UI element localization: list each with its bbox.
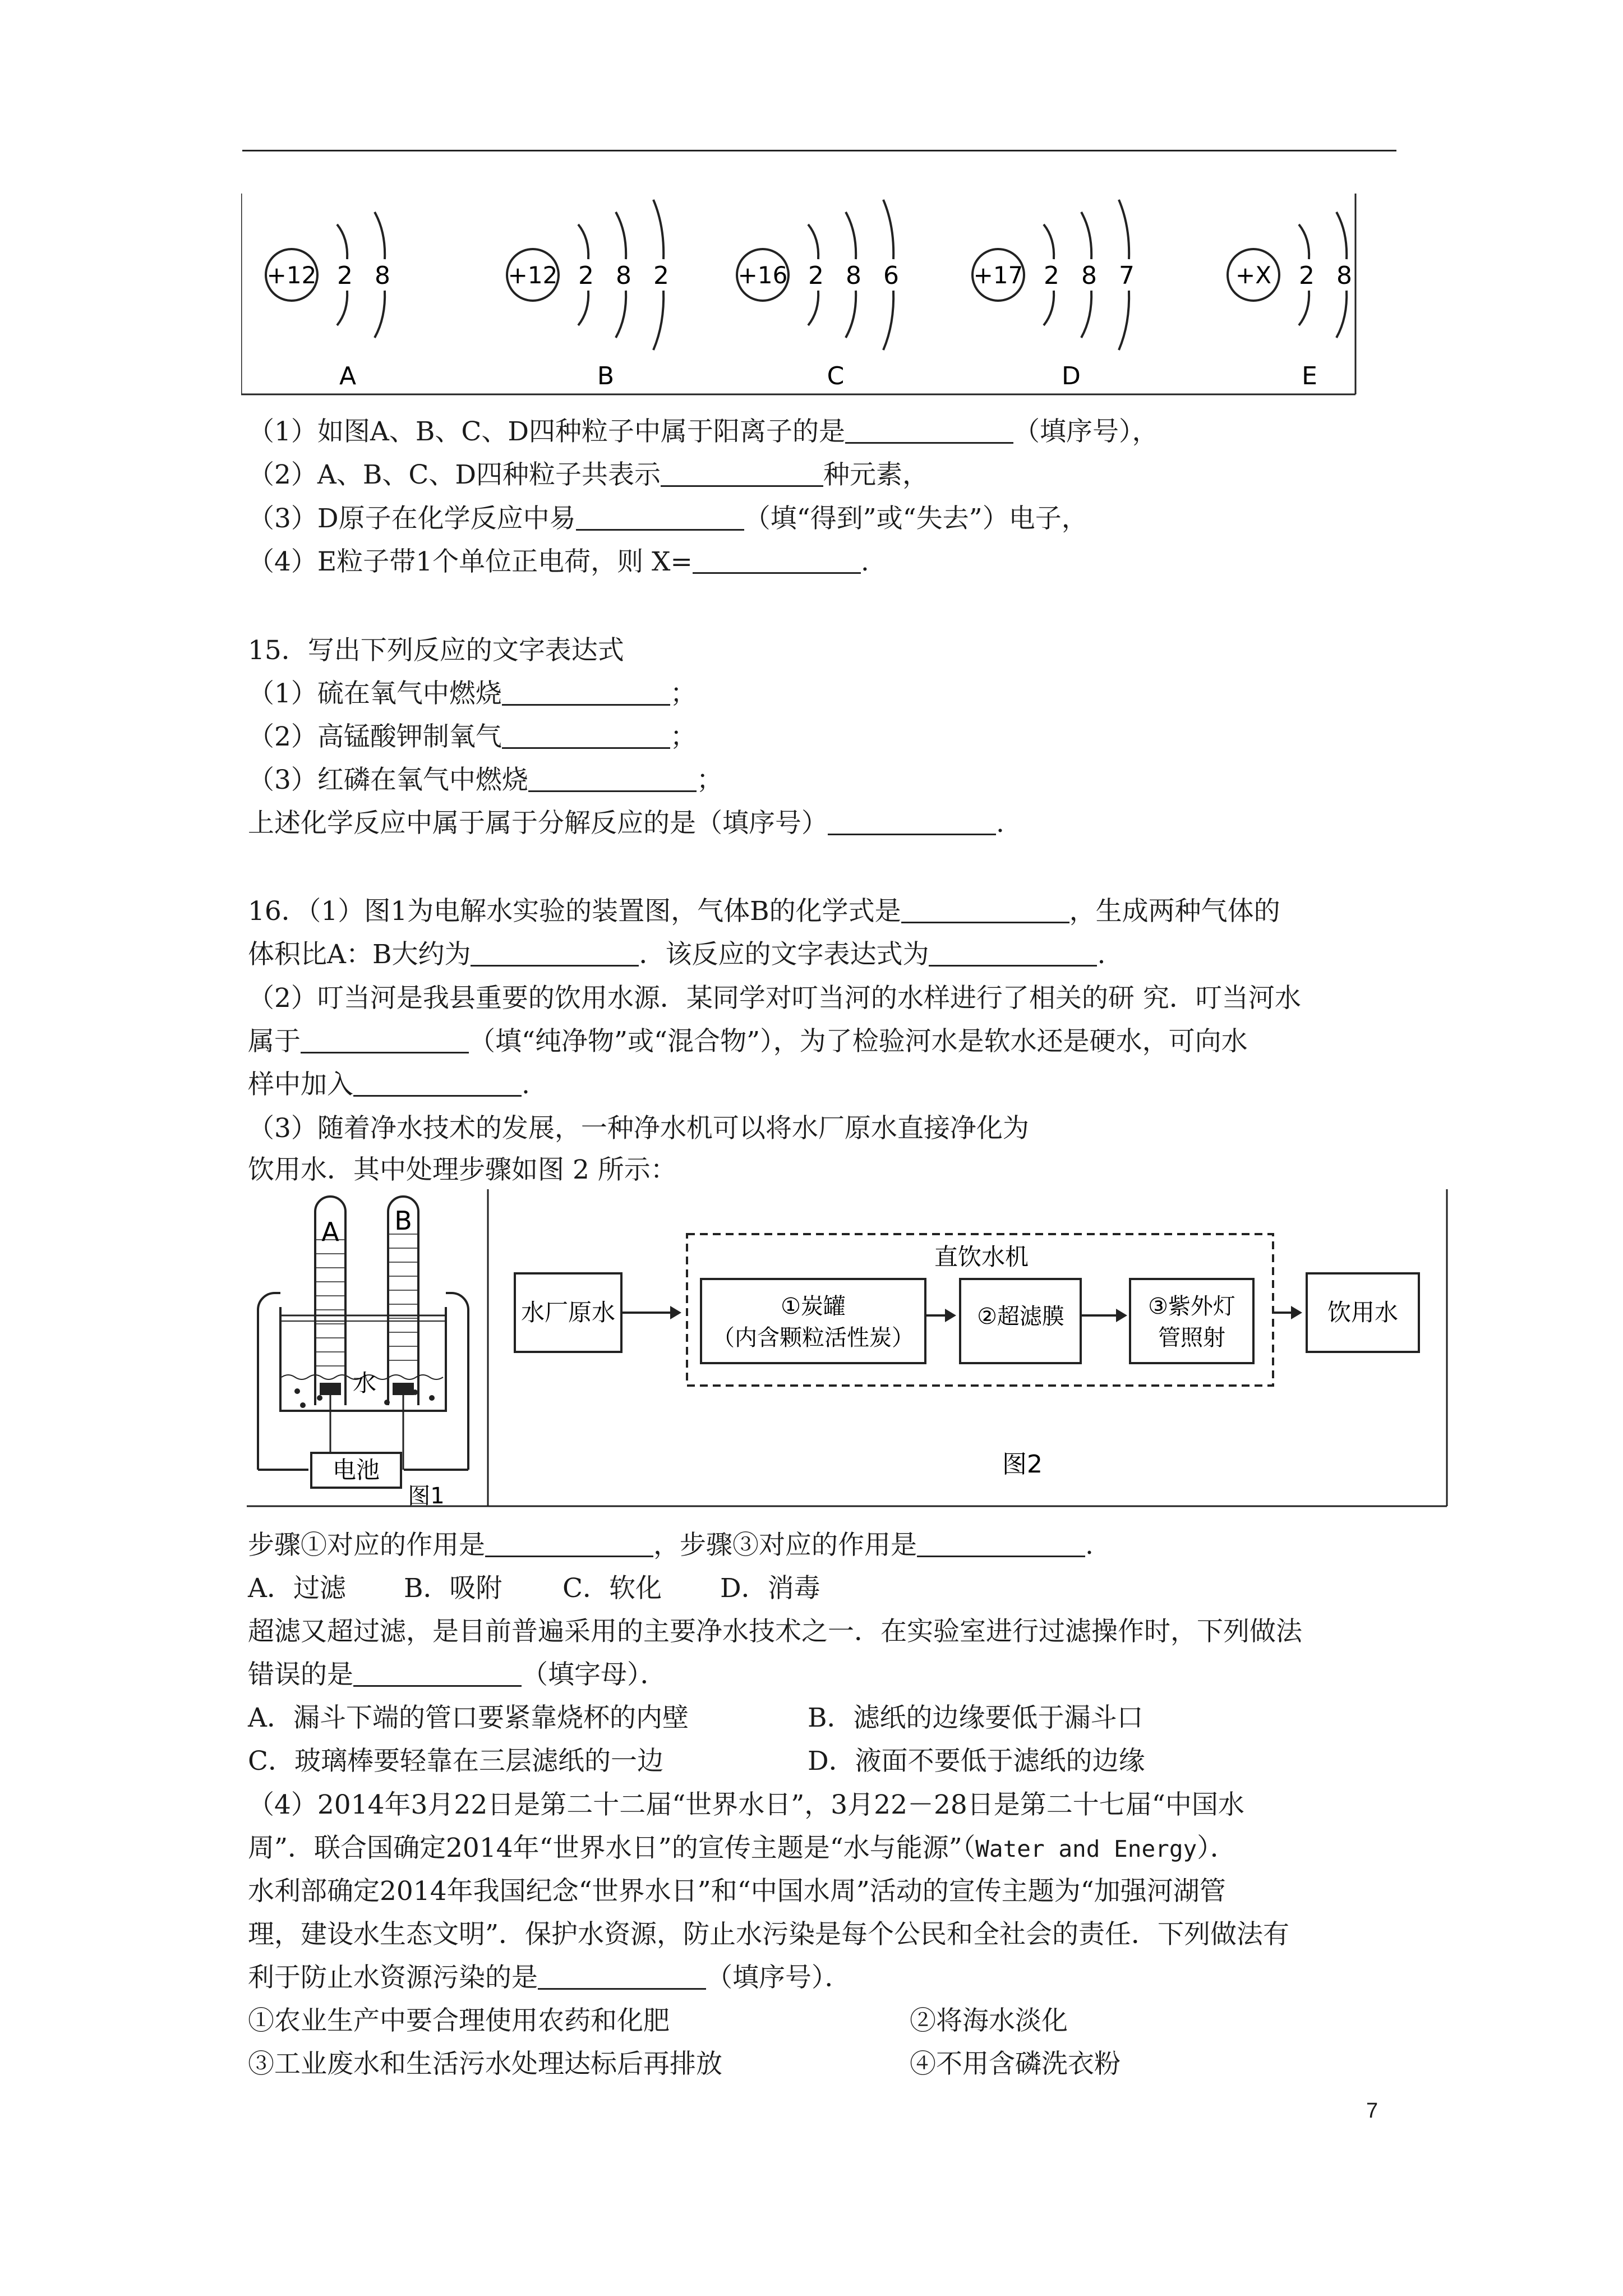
atom-label: B	[597, 362, 615, 390]
electron-count: 2	[808, 261, 824, 290]
q14-line-3: （3）D原子在化学反应中易 （填“得到”或“失去”）电子，	[248, 503, 1088, 534]
protect-option-4[interactable]: ④不用含磷洗衣粉	[910, 2049, 1121, 2079]
atom-label: C	[827, 362, 845, 390]
electron-shell-arc	[337, 291, 347, 325]
q16-line-11: 错误的是 （填字母）．	[248, 1659, 667, 1690]
q16-line-15: 周”．联合国确定2014年“世界水日”的宣传主题是“水与能源”（Water and Energy）．	[248, 1833, 1237, 1864]
electron-count: 8	[1336, 261, 1352, 290]
electron-shell-arc	[578, 224, 588, 259]
water-label: 水	[352, 1369, 377, 1397]
q16-line-1: 16．（1）图1为电解水实验的装置图，气体B的化学式是 ，生成两种气体的	[248, 896, 1280, 927]
q16-line-8: 步骤①对应的作用是 ，步骤③对应的作用是 .	[248, 1530, 1094, 1561]
protect-option-3[interactable]: ③工业废水和生活污水处理达标后再排放	[248, 2049, 722, 2079]
tube-b-label: B	[394, 1205, 412, 1236]
electron-count: 6	[883, 261, 899, 290]
step-2-label: ②超滤膜	[977, 1304, 1064, 1329]
answer-blank[interactable]	[917, 1529, 1085, 1557]
q16-line-14: （4）2014年3月22日是第二十二届“世界水日”，3月22－28日是第二十七届“中国水	[248, 1789, 1244, 1820]
electron-shell-arc	[1119, 200, 1129, 259]
q16-line-3: （2）叮当河是我县重要的饮用水源．某同学对叮当河的水样进行了相关的研 究．叮当河水	[248, 983, 1301, 1014]
answer-blank[interactable]	[845, 415, 1013, 444]
electron-count: 8	[375, 261, 390, 290]
q16-line-4: 属于 （填“纯净物”或“混合物”），为了检验河水是软水还是硬水，可向水	[248, 1026, 1248, 1057]
filter-option-d[interactable]: D．液面不要低于滤纸的边缘	[808, 1746, 1145, 1777]
nucleus-charge: +X	[1235, 261, 1271, 289]
electron-shell-arc	[653, 200, 663, 259]
q16-line-16: 水利部确定2014年我国纪念“世界水日”和“中国水周”活动的宣传主题为“加强河湖管	[248, 1876, 1226, 1907]
answer-blank[interactable]	[301, 1025, 469, 1053]
atom-label: A	[339, 362, 357, 390]
electron-shell-arc	[808, 224, 818, 259]
step-1-label: ①炭罐	[781, 1294, 846, 1319]
output-label: 饮用水	[1327, 1299, 1399, 1326]
protect-option-2[interactable]: ②将海水淡化	[910, 2005, 1068, 2036]
electron-shell-arc	[1119, 291, 1129, 350]
electron-count: 2	[653, 261, 669, 290]
q15-line-3: （3）红磷在氧气中燃烧 ；	[248, 765, 723, 795]
filter-option-b[interactable]: B．滤纸的边缘要低于漏斗口	[808, 1703, 1144, 1733]
purification-flow	[515, 1234, 1419, 1479]
answer-blank[interactable]	[502, 677, 670, 706]
option-c[interactable]: C．软化	[562, 1573, 662, 1604]
q16-line-17: 理，建设水生态文明”．保护水资源，防止水污染是每个公民和全社会的责任．下列做法有	[248, 1919, 1290, 1950]
battery-label: 电池	[332, 1456, 380, 1484]
answer-blank[interactable]	[661, 458, 823, 487]
q16-line-2: 体积比A：B大约为 ．该反应的文字表达式为 .	[248, 939, 1106, 970]
step-3-sub: 管照射	[1158, 1325, 1225, 1351]
electron-shell-arc	[1044, 291, 1054, 325]
q16-line-5: 样中加入 .	[248, 1069, 530, 1100]
atom-label: E	[1302, 362, 1317, 390]
option-a[interactable]: A．过滤	[248, 1573, 346, 1604]
figure-2-caption: 图2	[1002, 1450, 1043, 1479]
electron-shell-arc	[578, 291, 588, 325]
electron-shell-arc	[808, 291, 818, 325]
figure-1-caption: 图1	[408, 1483, 445, 1509]
atom-b	[507, 200, 669, 390]
q15-line-4: 上述化学反应中属于属于分解反应的是（填序号） .	[248, 808, 1004, 839]
option-b[interactable]: B．吸附	[404, 1573, 502, 1604]
electron-shell-arc	[846, 212, 856, 259]
answer-blank[interactable]	[538, 1961, 706, 1990]
electron-shell-arc	[653, 291, 663, 350]
option-d[interactable]: D．消毒	[720, 1573, 820, 1604]
electrolysis-apparatus	[258, 1197, 468, 1509]
electron-count: 2	[337, 261, 353, 290]
nucleus-charge: +12	[508, 261, 558, 289]
electron-shell-arc	[1336, 291, 1347, 338]
electron-shell-arc	[1299, 224, 1309, 259]
answer-blank[interactable]	[576, 502, 744, 531]
electron-shell-arc	[1081, 212, 1091, 259]
electron-shell-arc	[616, 212, 626, 259]
protect-option-1[interactable]: ①农业生产中要合理使用农药和化肥	[248, 2005, 670, 2036]
electron-shell-arc	[1081, 291, 1091, 338]
electron-shell-arc	[883, 291, 893, 350]
answer-blank[interactable]	[528, 763, 697, 792]
answer-blank[interactable]	[353, 1068, 522, 1097]
q14-line-2: （2）A、B、C、D四种粒子共表示 种元素，	[248, 459, 929, 490]
q14-line-1: （1）如图A、B、C、D四种粒子中属于阳离子的是 （填序号），	[248, 416, 1159, 447]
atom-d	[972, 200, 1135, 390]
answer-blank[interactable]	[929, 938, 1097, 967]
electron-shell-arc	[846, 291, 856, 338]
electron-shell-arc	[1299, 291, 1309, 325]
answer-blank[interactable]	[901, 895, 1069, 923]
q14-line-4: （4）E粒子带1个单位正电荷，则 X= .	[248, 546, 869, 577]
atom-c	[737, 200, 899, 390]
q16-line-6: （3）随着净水技术的发展，一种净水机可以将水厂原水直接净化为	[248, 1113, 1029, 1144]
answer-blank[interactable]	[693, 545, 861, 574]
filter-option-c[interactable]: C．玻璃棒要轻靠在三层滤纸的一边	[248, 1746, 663, 1777]
electron-shell-arc	[616, 291, 626, 338]
q15-line-2: （2）高锰酸钾制氧气 ；	[248, 721, 697, 752]
electron-count: 8	[616, 261, 631, 290]
electron-shell-arc	[883, 200, 893, 259]
atom-a	[266, 212, 390, 390]
electron-count: 7	[1119, 261, 1135, 290]
electron-count: 2	[1299, 261, 1315, 290]
step-1-sub: （内含颗粒活性炭）	[712, 1325, 914, 1351]
q15-line-1: （1）硫在氧气中燃烧 ；	[248, 678, 697, 709]
nucleus-charge: +16	[737, 261, 788, 289]
electron-shell-arc	[375, 212, 385, 259]
electron-count: 8	[1081, 261, 1097, 290]
electron-count: 8	[846, 261, 861, 290]
answer-blank[interactable]	[353, 1658, 522, 1687]
step-3-label: ③紫外灯	[1148, 1294, 1235, 1319]
q16-line-10: 超滤又超过滤，是目前普遍采用的主要净水技术之一．在实验室进行过滤操作时，下列做法	[248, 1616, 1302, 1647]
electron-shell-arc	[1044, 224, 1054, 259]
electron-shell-arc	[375, 291, 385, 338]
header-rule	[242, 150, 1396, 151]
answer-blank[interactable]	[828, 807, 996, 835]
atom-e	[1228, 212, 1352, 390]
filter-option-a[interactable]: A．漏斗下端的管口要紧靠烧杯的内壁	[248, 1703, 689, 1733]
electron-shell-arc	[337, 224, 347, 259]
q16-line-7: 饮用水．其中处理步骤如图 2 所示：	[248, 1154, 677, 1185]
tube-a-label: A	[321, 1217, 339, 1247]
atom-structure-figure	[241, 194, 1363, 398]
nucleus-charge: +17	[973, 261, 1023, 289]
atom-label: D	[1062, 362, 1081, 390]
q15-title: 15．写出下列反应的文字表达式	[248, 635, 624, 666]
answer-blank[interactable]	[471, 938, 639, 967]
q16-line-18: 利于防止水资源污染的是 （填序号）．	[248, 1962, 851, 1993]
electron-count: 2	[578, 261, 594, 290]
answer-blank[interactable]	[485, 1529, 653, 1557]
nucleus-charge: +12	[266, 261, 317, 289]
page-number: 7	[1366, 2099, 1378, 2123]
electron-shell-arc	[1336, 212, 1347, 259]
electron-count: 2	[1044, 261, 1059, 290]
machine-group-label: 直饮水机	[934, 1243, 1029, 1271]
answer-blank[interactable]	[502, 720, 670, 749]
source-label: 水厂原水	[520, 1299, 616, 1326]
water-figures	[247, 1189, 1453, 1512]
